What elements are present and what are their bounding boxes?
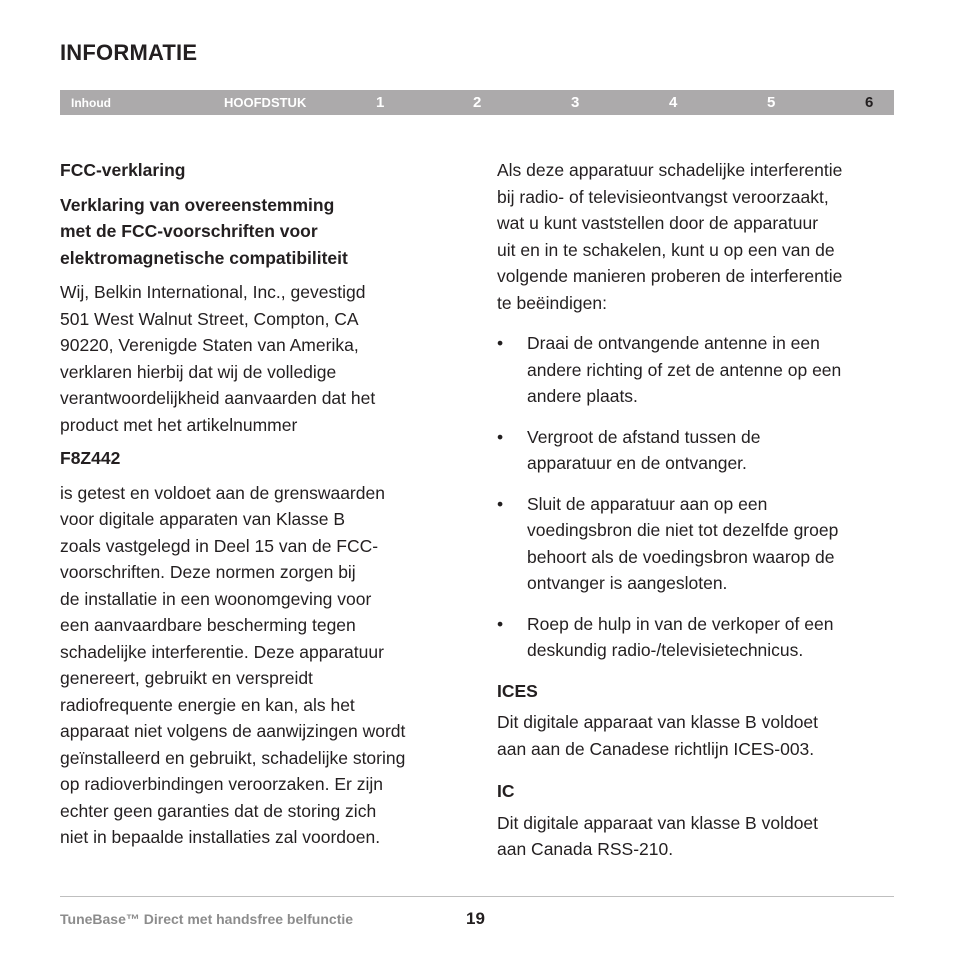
text-line: apparatuur en de ontvanger. (527, 453, 747, 473)
text-line: ontvanger is aangesloten. (527, 573, 728, 593)
heading-line: met de FCC-voorschriften voor (60, 221, 318, 241)
list-item (497, 491, 917, 597)
text-line: 501 West Walnut Street, Compton, CA (60, 308, 359, 329)
text-line: behoort als de voedingsbron waarop de (527, 546, 835, 567)
text-line: product met het artikelnummer (60, 414, 298, 435)
page-number: 19 (466, 909, 485, 928)
text-line: te beëindigen: (497, 292, 607, 313)
text-line: andere plaats. (527, 386, 638, 406)
text-line: Draai de ontvangende antenne in een (527, 333, 820, 353)
ic-heading: IC (497, 781, 515, 801)
text-line: schadelijke interferentie. Deze apparatuur (60, 641, 384, 662)
nav-chapter-4[interactable]: 4 (669, 94, 678, 111)
bullet-icon: • (497, 493, 504, 514)
text-line: geïnstalleerd en gebruikt, schadelijke storing (60, 747, 406, 768)
footer-product-name: TuneBase™ Direct met handsfree belfunctie (60, 911, 354, 927)
heading-line: Verklaring van overeenstemming (60, 194, 335, 215)
text-line: 90220, Verenigde Staten van Amerika, (60, 335, 359, 355)
text-line: volgende manieren proberen de interferentie (497, 266, 843, 286)
text-line: deskundig radio-/televisietechnicus. (527, 640, 804, 660)
nav-link-inhoud[interactable]: Inhoud (71, 96, 111, 110)
nav-chapter-3[interactable]: 3 (571, 94, 580, 111)
text-line: aan Canada RSS-210. (497, 839, 674, 859)
text-line: Dit digitale apparaat van klasse B voldoet (497, 712, 819, 732)
nav-label-hoofdstuk: HOOFDSTUK (224, 95, 307, 110)
text-line: de installatie in een woonomgeving voor (60, 588, 372, 609)
text-line: niet in bepaalde installaties zal voordoen. (60, 827, 381, 847)
nav-chapter-1[interactable]: 1 (376, 94, 385, 111)
nav-chapter-6-active[interactable]: 6 (865, 94, 874, 111)
list-item (497, 424, 917, 477)
text-line: wat u kunt vaststellen door de apparatuur (497, 213, 819, 233)
ic-text (497, 810, 917, 863)
text-line: voedingsbron die niet tot dezelfde groep (527, 520, 839, 540)
compliance-body (60, 480, 470, 851)
text-line: verantwoordelijkheid aanvaarden dat het (60, 388, 376, 408)
ices-heading: ICES (497, 680, 538, 701)
text-line: Sluit de apparatuur aan op een (527, 493, 768, 514)
text-line: Roep de hulp in van de verkoper of een (527, 613, 834, 634)
product-number: F8Z442 (60, 448, 121, 468)
left-column (60, 157, 470, 851)
nav-chapter-5[interactable]: 5 (767, 94, 776, 111)
text-line: voorschriften. Deze normen zorgen bij (60, 562, 356, 582)
text-line: andere richting of zet de antenne op een (527, 359, 842, 380)
chapter-navigation-bar (60, 90, 894, 115)
text-line: genereert, gebruikt en verspreidt (60, 668, 313, 688)
text-line: aan aan de Canadese richtlijn ICES-003. (497, 738, 815, 759)
text-line: verklaren hierbij dat wij de volledige (60, 361, 337, 382)
fcc-heading: FCC-verklaring (60, 160, 186, 180)
bullet-icon: • (497, 333, 504, 353)
text-line: een aanvaardbare bescherming tegen (60, 615, 356, 635)
interference-intro (497, 157, 917, 316)
list-item (497, 330, 917, 410)
text-line: apparaat niet volgens de aanwijzingen wordt (60, 721, 406, 741)
ices-text (497, 709, 917, 762)
text-line: bij radio- of televisieontvangst veroorzaakt, (497, 186, 829, 207)
heading-line: elektromagnetische compatibiliteit (60, 247, 348, 268)
text-line: Dit digitale apparaat van klasse B voldoet (497, 812, 819, 833)
conformity-heading (60, 192, 470, 272)
text-line: echter geen garanties dat de storing zich (60, 800, 377, 821)
nav-chapter-2[interactable]: 2 (473, 94, 482, 111)
footer-divider (60, 896, 894, 897)
section-title: INFORMATIE (60, 40, 198, 65)
text-line: Vergroot de afstand tussen de (527, 426, 761, 447)
text-line: Als deze apparatuur schadelijke interferentie (497, 160, 843, 180)
remedy-list (497, 330, 917, 664)
list-item (497, 611, 917, 664)
text-line: uit en in te schakelen, kunt u op een van de (497, 239, 835, 260)
text-line: is getest en voldoet aan de grenswaarden (60, 482, 385, 503)
bullet-icon: • (497, 613, 504, 634)
text-line: voor digitale apparaten van Klasse B (60, 509, 346, 529)
text-line: op radioverbindingen veroorzaken. Er zijn (60, 774, 383, 794)
right-column (497, 157, 917, 863)
declaration-intro (60, 279, 470, 438)
text-line: radiofrequente energie en kan, als het (60, 694, 355, 715)
text-line: zoals vastgelegd in Deel 15 van de FCC- (60, 535, 379, 556)
bullet-icon: • (497, 426, 504, 447)
text-line: Wij, Belkin International, Inc., gevestigd (60, 282, 366, 302)
